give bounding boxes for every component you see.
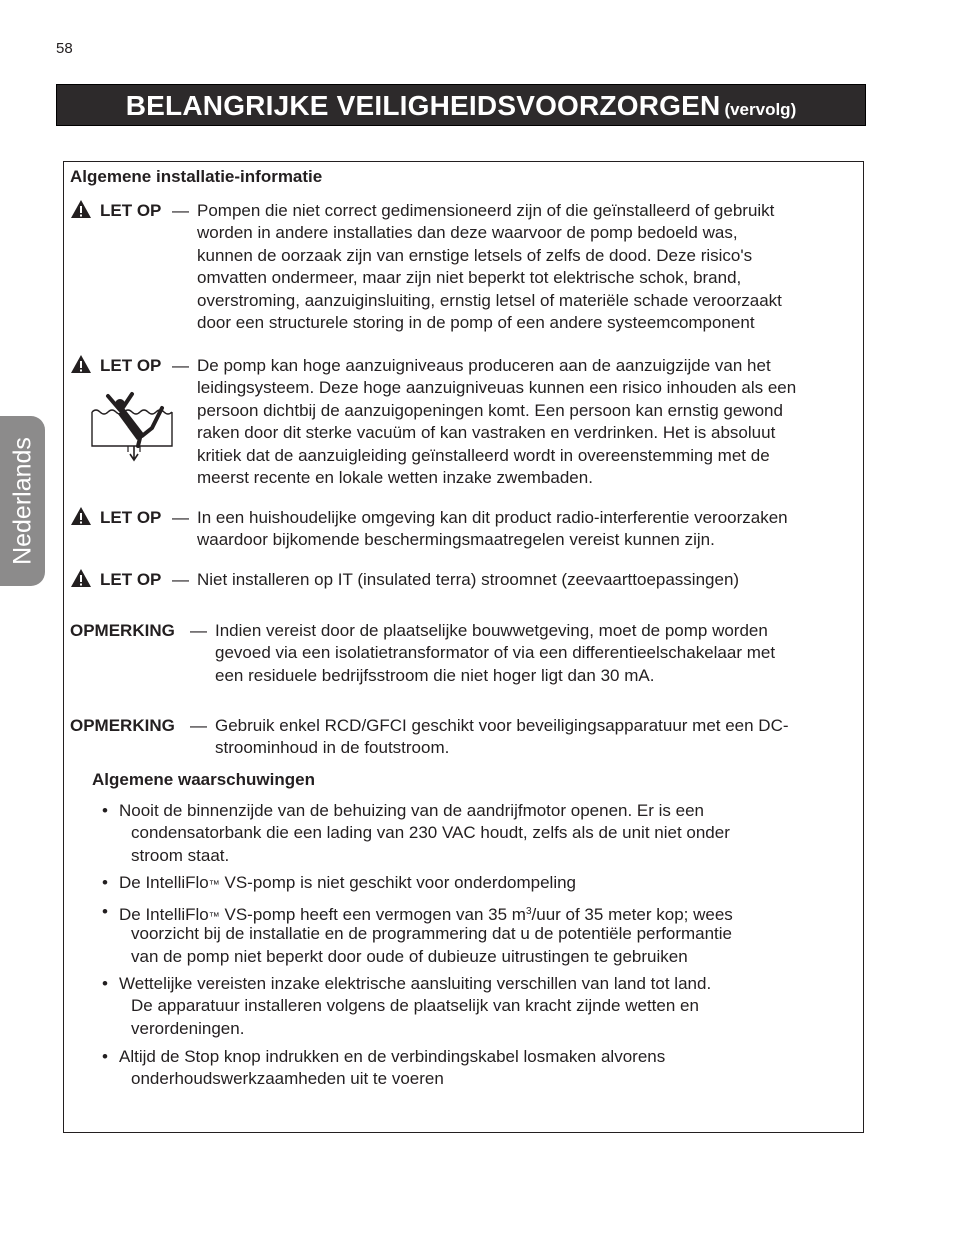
warning-dash: — xyxy=(172,570,189,589)
bullet-text-line xyxy=(119,872,576,896)
note-text-line: gevoed via een isolatietransformator of via een differentieelschakelaar met xyxy=(215,643,776,663)
trademark-symbol: ™ xyxy=(208,879,220,891)
warning-text-line: meerst recente en lokale wetten inzake zwembaden. xyxy=(197,468,593,487)
product-name: De IntelliFlo xyxy=(119,905,209,924)
suction-entrapment-icon xyxy=(90,390,174,468)
warning-text-line: overstroming, aanzuiginsluiting, ernstig letsel of materiële schade veroorzaakt xyxy=(197,290,782,310)
note-text-line: Gebruik enkel RCD/GFCI geschikt voor beveiligingsapparatuur met een DC- xyxy=(215,716,789,735)
warning-text-line: persoon dichtbij de aanzuigopeningen komt. Een persoon kan ernstig gewond xyxy=(197,400,783,420)
warning-text-line: Niet installeren op IT (insulated terra) stroomnet (zeevaarttoepassingen) xyxy=(197,570,740,589)
bullet-text: VS-pomp is niet geschikt voor onderdompeling xyxy=(219,873,577,892)
general-warnings-title: Algemene waarschuwingen xyxy=(92,770,315,789)
bullet-text-line: Wettelijke vereisten inzake elektrische aansluiting verschillen van land tot land. xyxy=(119,974,712,993)
warning-triangle-icon xyxy=(70,354,92,374)
note-text-line: Indien vereist door de plaatselijke bouwwetgeving, moet de pomp worden xyxy=(215,621,768,640)
warning-triangle-icon xyxy=(70,506,92,526)
warning-text-line: worden in andere installaties dan deze waarvoor de pomp bedoeld was, xyxy=(197,223,738,243)
warning-dash: — xyxy=(172,508,189,527)
bullet-symbol: • xyxy=(102,1047,108,1066)
warning-text-line: omvatten ondermeer, maar zijn niet beperkt tot elektrische schok, brand, xyxy=(197,268,742,288)
warning-label: LET OP xyxy=(100,356,162,375)
bullet-text: /uur of 35 meter kop; wees xyxy=(531,905,733,924)
warning-label: LET OP xyxy=(100,508,162,527)
bullet-symbol: • xyxy=(102,801,108,820)
bullet-text-line: condensatorbank die een lading van 230 VAC houdt, zelfs als de unit niet onder xyxy=(131,823,730,843)
bullet-text-line: voorzicht bij de installatie en de programmering dat u de potentiële performantie xyxy=(131,924,733,944)
warning-label: LET OP xyxy=(100,201,162,220)
language-side-tab-label: Nederlands xyxy=(8,437,36,565)
bullet-text-line: van de pomp niet beperkt door oude of dubieuze uitrustingen te gebruiken xyxy=(131,946,688,966)
note-text-line: stroominhoud in de foutstroom. xyxy=(215,738,450,758)
bullet-text-line: Altijd de Stop knop indrukken en de verbindingskabel losmaken alvorens xyxy=(119,1047,666,1066)
language-side-tab xyxy=(0,416,45,586)
bullet-text-line: verordeningen. xyxy=(131,1018,245,1038)
warning-label: LET OP xyxy=(100,570,162,589)
bullet-text-line: stroom staat. xyxy=(131,845,230,865)
section-banner xyxy=(56,84,866,126)
warning-text-line: Pompen die niet correct gedimensioneerd zijn of die geïnstalleerd of gebruikt xyxy=(197,201,775,220)
bullet-symbol: • xyxy=(102,873,108,892)
page-number: 58 xyxy=(56,40,73,57)
bullet-symbol: • xyxy=(102,974,108,993)
note-label: OPMERKING xyxy=(70,621,175,640)
warning-text-line: leidingsysteem. Deze hoge aanzuigniveuas kunnen een risico inhouden als een xyxy=(197,378,797,398)
note-text-line: een residuele bedrijfsstroom die niet hoger ligt dan 30 mA. xyxy=(215,665,655,685)
section-title: Algemene installatie-informatie xyxy=(70,167,323,186)
bullet-text-line: Nooit de binnenzijde van de behuizing van de aandrijfmotor openen. Er is een xyxy=(119,801,705,820)
superscript: 3 xyxy=(525,906,532,917)
bullet-text-line: onderhoudswerkzaamheden uit te voeren xyxy=(131,1069,444,1089)
warning-text-line: kritiek dat de aanzuigleiding geïnstalleerd wordt in overeenstemming met de xyxy=(197,445,770,465)
trademark-symbol: ™ xyxy=(208,911,220,923)
warning-triangle-icon xyxy=(70,199,92,219)
note-label: OPMERKING xyxy=(70,716,175,735)
warning-dash: — xyxy=(172,356,189,375)
warning-text-line: raken door dit sterke vacuüm of kan vastraken en verdrinken. Het is absoluut xyxy=(197,423,776,443)
safety-content-box xyxy=(63,161,864,1133)
warning-text-line: waardoor bijkomende beschermingsmaatregelen vereist kunnen zijn. xyxy=(197,530,715,550)
note-dash: — xyxy=(190,716,207,735)
warning-text-line: kunnen de oorzaak zijn van ernstige letsels of zelfs de dood. Deze risico's xyxy=(197,245,753,265)
banner-title: BELANGRIJKE VEILIGHEIDSVOORZORGEN xyxy=(125,90,721,121)
bullet-symbol: • xyxy=(102,902,108,921)
banner-subtitle: (vervolg) xyxy=(724,100,797,119)
product-name: De IntelliFlo xyxy=(119,873,209,892)
bullet-text-line: De apparatuur installeren volgens de plaatselijk van kracht zijnde wetten en xyxy=(131,996,699,1016)
warning-dash: — xyxy=(172,201,189,220)
warning-text-line: door een structurele storing in de pomp of een andere systeemcomponent xyxy=(197,313,755,332)
warning-triangle-icon xyxy=(70,568,92,588)
bullet-text: VS-pomp heeft een vermogen van 35 m xyxy=(219,905,526,924)
warning-text-line: In een huishoudelijke omgeving kan dit product radio-interferentie veroorzaken xyxy=(197,508,788,527)
warning-text-line: De pomp kan hoge aanzuigniveaus produceren aan de aanzuigzijde van het xyxy=(197,356,771,375)
note-dash: — xyxy=(190,621,207,640)
